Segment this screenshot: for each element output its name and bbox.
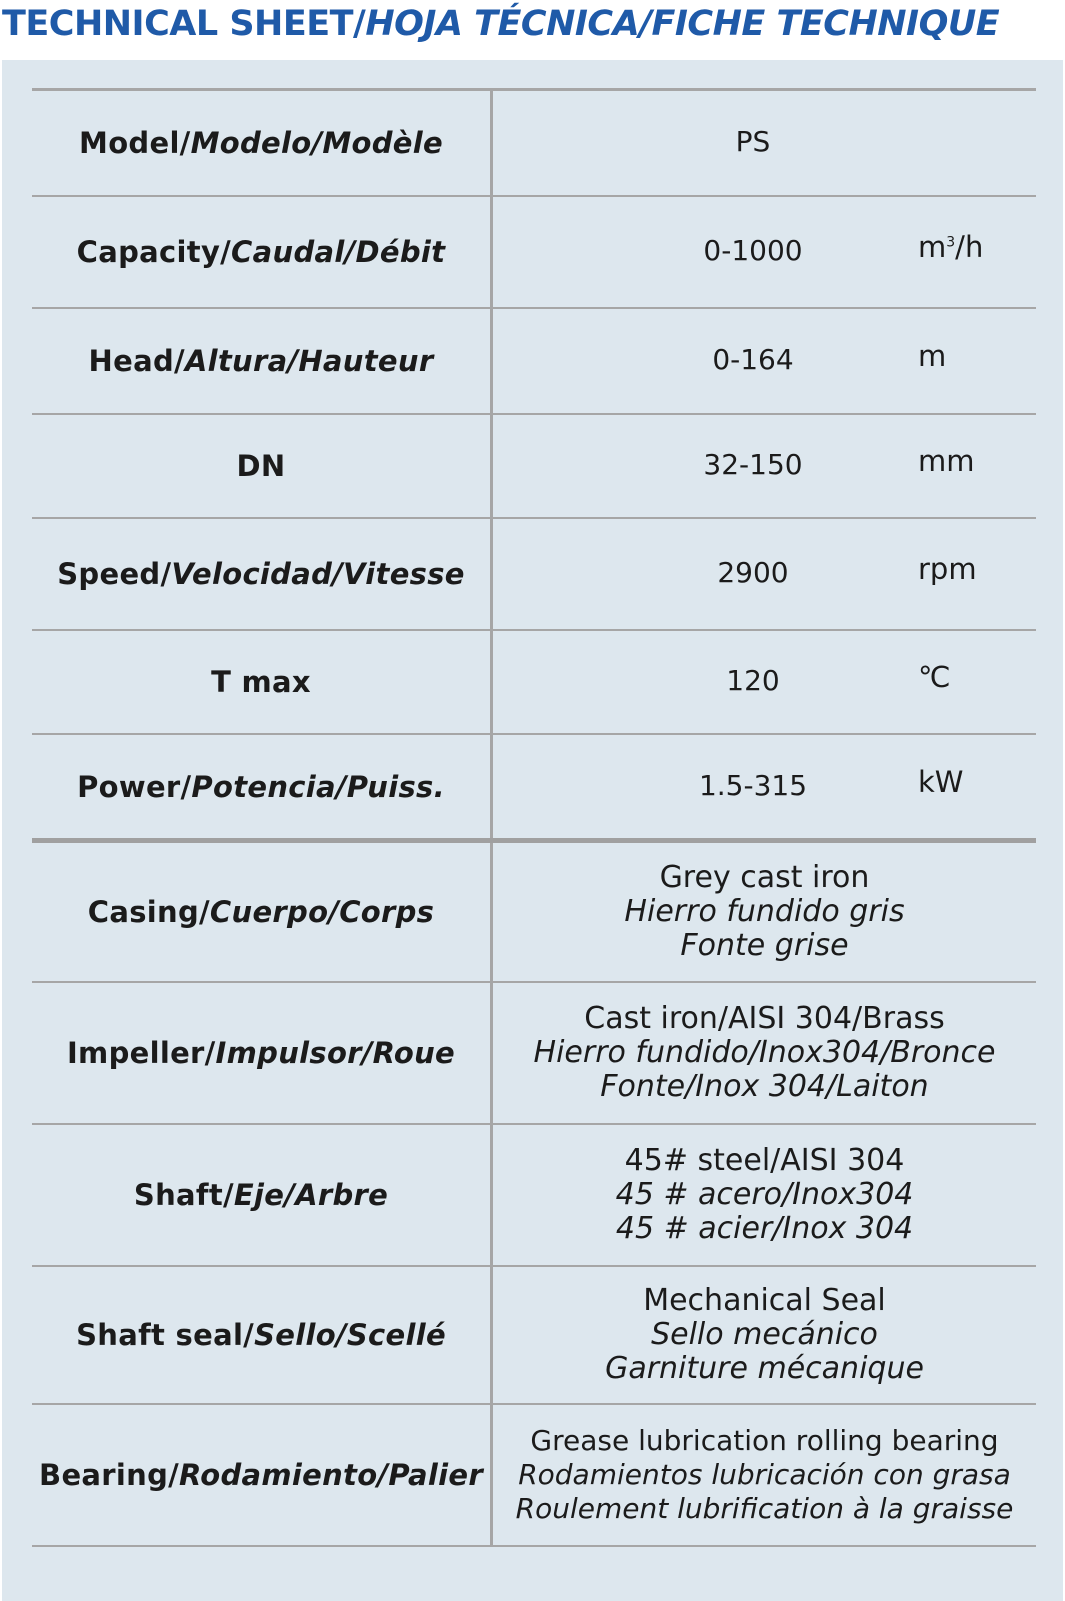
label-en: Bearing/ (39, 1458, 180, 1492)
row-label (32, 197, 493, 307)
line-en: Mechanical Seal (643, 1283, 886, 1318)
spec-row-head (32, 309, 1036, 415)
label-en: Power/ (77, 769, 192, 804)
label-alt: Velocidad/Vitesse (171, 557, 465, 591)
title-es: HOJA TÉCNICA/ (365, 4, 652, 44)
row-value (493, 91, 1036, 195)
row-label (32, 631, 493, 733)
line-en: Cast iron/AISI 304/Brass (584, 1001, 945, 1036)
spec-row-shaft (32, 1125, 1036, 1267)
spec-row-speed (32, 519, 1036, 631)
sheet-title (2, 0, 999, 48)
line-es: Hierro fundido/Inox304/Bronce (533, 1035, 996, 1070)
unit-text: rpm (918, 552, 977, 586)
line-en: 45# steel/AISI 304 (624, 1143, 905, 1178)
row-label (32, 983, 493, 1123)
row-value (493, 1267, 1036, 1403)
label-en: Head/ (88, 344, 185, 378)
spec-row-impeller (32, 983, 1036, 1125)
label-en: Model/ (79, 126, 191, 160)
title-en: TECHNICAL SHEET/ (2, 4, 366, 44)
value-text: PS (735, 125, 771, 158)
spec-row-model (32, 91, 1036, 197)
line-en: Grey cast iron (659, 860, 870, 895)
label-alt: Rodamiento/Palier (179, 1458, 483, 1492)
row-value (493, 735, 1036, 838)
value-text: 120 (726, 664, 780, 697)
unit-text (918, 230, 983, 264)
title-fr: FICHE TECHNIQUE (651, 4, 1000, 44)
value-text: 32-150 (703, 448, 803, 481)
spec-row-capacity (32, 197, 1036, 309)
label-alt: Altura/Hauteur (184, 344, 434, 378)
row-label (32, 735, 493, 838)
row-value (493, 197, 1036, 307)
row-label (32, 1267, 493, 1403)
row-label (32, 843, 493, 981)
line-fr: Garniture mécanique (605, 1351, 924, 1386)
spec-row-shaft-seal (32, 1267, 1036, 1405)
unit-text: mm (918, 444, 975, 478)
unit-pre: m (918, 230, 947, 264)
label-alt: Potencia/Puiss. (191, 769, 445, 804)
spec-row-casing (32, 843, 1036, 983)
line-es: 45 # acero/Inox304 (615, 1177, 914, 1212)
line-es: Sello mecánico (651, 1317, 878, 1352)
line-fr: Fonte/Inox 304/Laiton (600, 1069, 929, 1104)
row-value (493, 519, 1036, 629)
row-label (32, 1125, 493, 1265)
unit-post: /h (955, 230, 984, 264)
value-text: 0-164 (712, 343, 794, 376)
unit-text: ℃ (918, 660, 951, 694)
material-lines (534, 1002, 996, 1104)
line-es: Rodamientos lubricación con grasa (518, 1458, 1011, 1491)
spec-table (32, 88, 1036, 1547)
row-value (493, 1405, 1036, 1545)
line-en: Grease lubrication rolling bearing (530, 1424, 999, 1457)
label-en: Speed/ (57, 557, 172, 591)
material-lines (605, 1284, 924, 1386)
label-en: DN (236, 449, 286, 483)
label-en: T max (211, 665, 311, 699)
value-text: 1.5-315 (698, 768, 808, 802)
line-fr: Roulement lubrification à la graisse (515, 1492, 1014, 1525)
line-fr: 45 # acier/Inox 304 (615, 1211, 914, 1246)
label-en: Capacity/ (76, 235, 232, 269)
material-lines (516, 1424, 1014, 1526)
row-value (493, 1125, 1036, 1265)
spec-row-tmax (32, 631, 1036, 735)
label-alt: Impulsor/Roue (215, 1036, 456, 1070)
label-en: Casing/ (87, 895, 210, 929)
row-value (493, 631, 1036, 733)
spec-row-dn (32, 415, 1036, 519)
row-label (32, 309, 493, 413)
row-label (32, 415, 493, 517)
row-label (32, 91, 493, 195)
material-lines (616, 1144, 914, 1246)
material-lines (624, 861, 904, 963)
label-alt: Eje/Arbre (233, 1178, 389, 1212)
label-en: Shaft seal/ (76, 1318, 255, 1352)
label-alt: Sello/Scellé (254, 1318, 446, 1352)
row-value (493, 415, 1036, 517)
spec-row-bearing (32, 1405, 1036, 1547)
label-alt: Modelo/Modèle (190, 126, 443, 160)
spec-row-power (32, 735, 1036, 843)
label-en: Impeller/ (66, 1036, 216, 1070)
row-label (32, 519, 493, 629)
row-value (493, 843, 1036, 981)
row-label (32, 1405, 493, 1545)
label-alt: Cuerpo/Corps (209, 895, 435, 929)
value-text: 2900 (717, 556, 789, 589)
value-text: 0-1000 (703, 234, 803, 267)
row-value (493, 309, 1036, 413)
unit-sup: 3 (946, 234, 956, 251)
row-value (493, 983, 1036, 1123)
line-fr: Fonte grise (680, 928, 849, 963)
unit-text: kW (918, 764, 964, 799)
label-alt: Caudal/Débit (231, 235, 446, 269)
label-en: Shaft/ (133, 1178, 234, 1212)
unit-text: m (918, 339, 947, 373)
spec-panel (2, 60, 1063, 1601)
line-es: Hierro fundido gris (624, 894, 905, 929)
